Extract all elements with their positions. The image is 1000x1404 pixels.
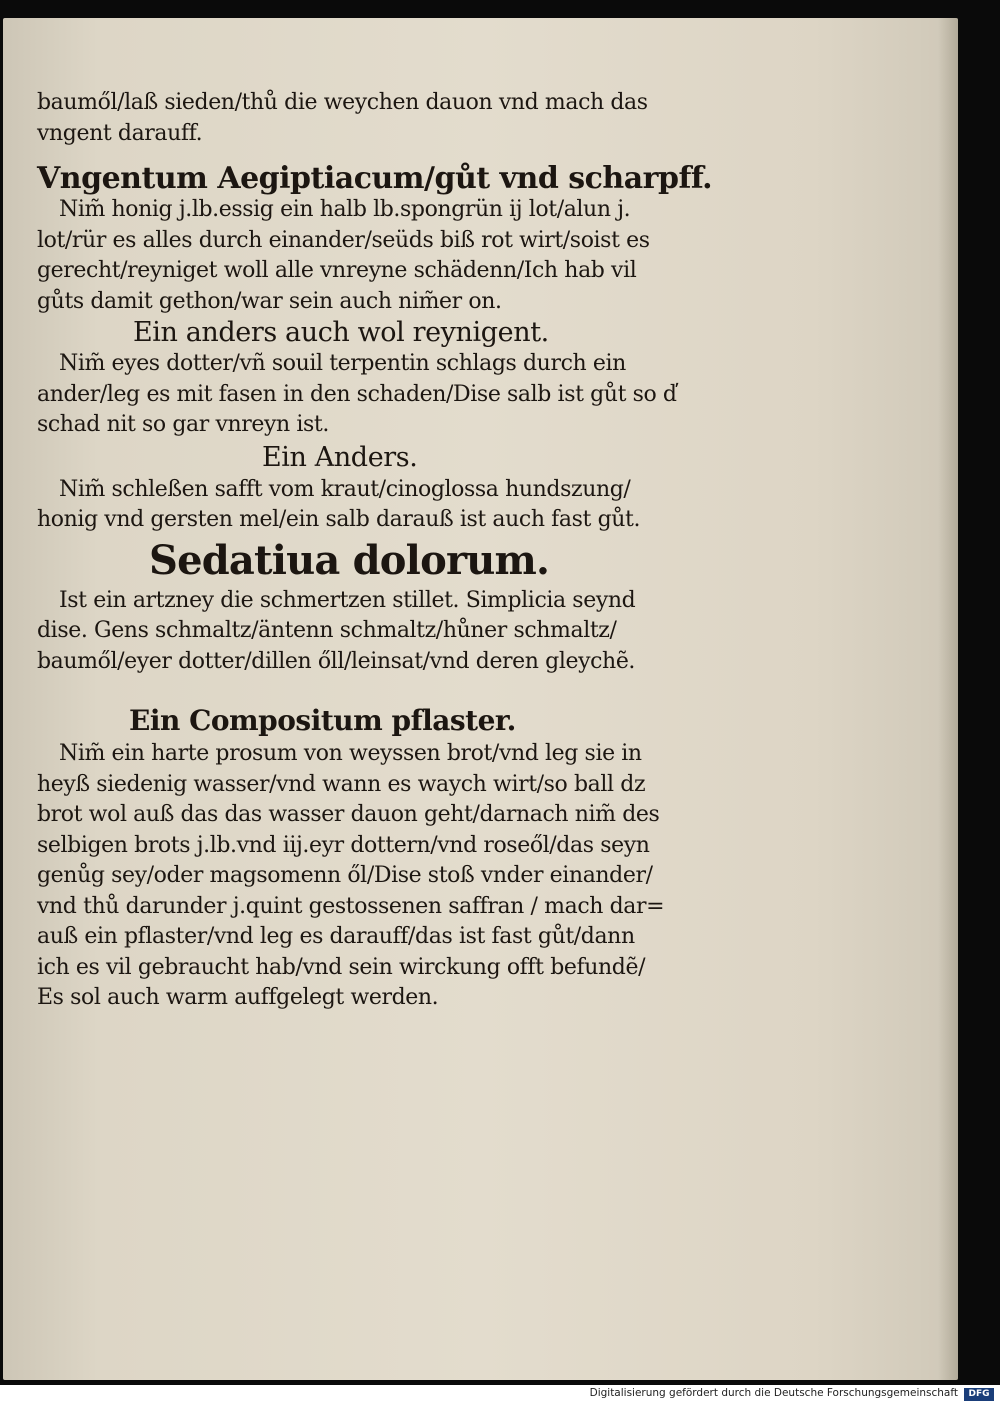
page-text [37,88,713,1014]
dfg-logo-icon: DFG [964,1388,994,1401]
text-line: Nim̃ schleßen safft vom kraut/cinoglossa hundszung/ [59,476,631,502]
text-line: dise. Gens schmaltz/äntenn schmaltz/hůner schmaltz/ [37,618,617,643]
text-line: ander/leg es mit fasen in den schaden/Dise salb ist gůt so d̕ [37,381,677,407]
text-line: baumől/eyer dotter/dillen őll/leinsat/vnd deren gleychẽ. [37,648,636,674]
text-line: vnd thů darunder j.quint gestossenen saffran / mach dar= [37,893,665,919]
text-line: Nim̃ ein harte prosum von weyssen brot/vnd leg sie in [59,741,642,766]
text-line: gůts damit gethon/war sein auch nim̃er on. [37,288,502,314]
section-heading: Ein anders auch wol reynigent. [133,317,549,348]
text-line: lot/rür es alles durch einander/seüds biß rot wirt/soist es [37,227,650,253]
text-line: brot wol auß das das wasser dauon geht/darnach nim̃ des [37,802,660,827]
text-line: vngent darauff. [37,120,203,146]
text-line: baumől/laß sieden/thů die weychen dauon vnd mach das [37,90,648,115]
section-heading: Ein Anders. [262,441,418,473]
section-heading: Vngentum Aegiptiacum/gůt vnd scharpff. [37,161,713,196]
text-line: auß ein pflaster/vnd leg es darauff/das ist fast gůt/dann [37,924,635,949]
text-line: gerecht/reyniget woll alle vnreyne schädenn/Ich hab vil [37,258,637,283]
text-line: Nim̃ eyes dotter/vñ souil terpentin schlags durch ein [59,351,626,376]
page-edge-shadow [938,18,958,1380]
text-line: selbigen brots j.lb.vnd iij.eyr dottern/vnd roseől/das seyn [37,832,650,858]
footer-bar [0,1385,1000,1404]
section-heading: Ein Compositum pflaster. [129,704,516,737]
text-line: genůg sey/oder magsomenn ől/Dise stoß vnder einander/ [37,863,653,888]
section-heading: Sedatiua dolorum. [149,536,550,584]
text-line: Ist ein artzney die schmertzen stillet. Simplicia seynd [59,587,636,613]
text-line: honig vnd gersten mel/ein salb darauß ist auch fast gůt. [37,507,641,532]
text-line: Es sol auch warm auffgelegt werden. [37,985,439,1010]
text-line: ich es vil gebraucht hab/vnd sein wirckung offt befundẽ/ [37,954,646,980]
text-line: schad nit so gar vnreyn ist. [37,412,329,437]
text-line: heyß siedenig wasser/vnd wann es waych wirt/so ball dz [37,771,646,797]
funding-notice: Digitalisierung gefördert durch die Deutsche Forschungsgemeinschaft [589,1387,958,1399]
text-line: Nim̃ honig j.lb.essig ein halb lb.spongrün ij lot/alun j. [59,197,631,222]
